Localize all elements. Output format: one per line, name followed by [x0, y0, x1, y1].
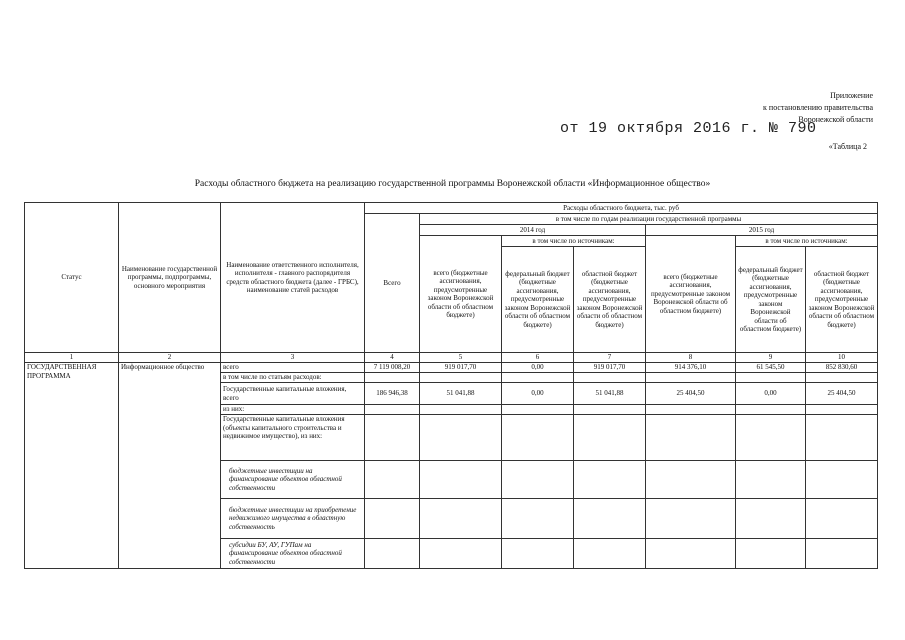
header-status: Статус [25, 203, 119, 353]
header-all-budget-2014: всего (бюджетные ассигнования, предусмотренные законом Воронежской области об областном бюджете) [420, 236, 502, 353]
header-federal-2015: федеральный бюджет (бюджетные ассигнования, предусмотренные законом Воронежской области об областном бюджете) [736, 247, 806, 353]
row-label: бюджетные инвестиции на приобретение недвижимого имущества в областную собственность [221, 499, 365, 539]
value-cell: 51 041,88 [420, 383, 502, 405]
header-regional-2014: областной бюджет (бюджетные ассигнования, предусмотренные законом Воронежской области об областном бюджете) [574, 247, 646, 353]
value-cell: 852 830,60 [806, 363, 878, 373]
table-number: «Таблица 2 [828, 142, 867, 151]
column-index: 3 [221, 353, 365, 363]
header-total: Всего [365, 214, 420, 353]
value-cell: 186 946,38 [365, 383, 420, 405]
value-cell: 919 017,70 [574, 363, 646, 373]
header-responsible: Наименование ответственного исполнителя, исполнителя - главного распорядителя средств областного бюджета (далее - ГРБС), наименование статей расходов [221, 203, 365, 353]
column-index: 2 [119, 353, 221, 363]
value-cell: 25 404,50 [646, 383, 736, 405]
column-index: 5 [420, 353, 502, 363]
header-sources-2015: в том числе по источникам: [736, 236, 878, 247]
column-index: 9 [736, 353, 806, 363]
value-cell: 0,00 [736, 383, 806, 405]
row-label: Государственные капитальные вложения, всего [221, 383, 365, 405]
column-index: 7 [574, 353, 646, 363]
status-cell: ГОСУДАРСТВЕННАЯ ПРОГРАММА [25, 363, 119, 569]
date-number-stamp: от 19 октября 2016 г. № 790 [560, 120, 817, 137]
header-year-2015: 2015 год [646, 225, 878, 236]
value-cell: 7 119 008,20 [365, 363, 420, 373]
row-label: бюджетные инвестиции на финансирование объектов областной собственности [221, 461, 365, 499]
document-title: Расходы областного бюджета на реализацию государственной программы Воронежской области «Информационное общество» [194, 179, 711, 189]
appendix-line: Приложение [830, 91, 873, 100]
appendix-line: к постановлению правительства [763, 103, 873, 112]
expenses-table [24, 202, 878, 569]
value-cell: 914 376,10 [646, 363, 736, 373]
header-federal-2014: федеральный бюджет (бюджетные ассигнования, предусмотренные законом Воронежской области об областном бюджете) [502, 247, 574, 353]
program-cell: Информационное общество [119, 363, 221, 569]
value-cell: 25 404,50 [806, 383, 878, 405]
row-label: всего [221, 363, 365, 373]
column-index: 10 [806, 353, 878, 363]
value-cell: 0,00 [502, 363, 574, 373]
value-cell: 919 017,70 [420, 363, 502, 373]
column-index: 8 [646, 353, 736, 363]
header-regional-2015: областной бюджет (бюджетные ассигнования, предусмотренные законом Воронежской области об областном бюджете) [806, 247, 878, 353]
row-label: субсидии БУ, АУ, ГУПам на финансирование объектов областной собственности [221, 539, 365, 569]
column-index: 4 [365, 353, 420, 363]
column-index: 1 [25, 353, 119, 363]
header-all-budget-2015: всего (бюджетные ассигнования, предусмотренные законом Воронежской области об областном бюджете) [646, 236, 736, 353]
header-program: Наименование государственной программы, подпрограммы, основного мероприятия [119, 203, 221, 353]
value-cell: 61 545,50 [736, 363, 806, 373]
header-year-2014: 2014 год [420, 225, 646, 236]
table-row [25, 363, 878, 373]
header-by-years: в том числе по годам реализации государственной программы [420, 214, 878, 225]
appendix-line: Воронежской области [798, 115, 873, 124]
row-label: Государственные капитальные вложения (объекты капитального строительства и недвижимое имущество), из них: [221, 415, 365, 461]
column-index: 6 [502, 353, 574, 363]
value-cell: 0,00 [502, 383, 574, 405]
value-cell: 51 041,88 [574, 383, 646, 405]
row-label: из них: [221, 405, 365, 415]
header-sources-2014: в том числе по источникам: [502, 236, 646, 247]
row-label: в том числе по статьям расходов: [221, 373, 365, 383]
header-expenses: Расходы областного бюджета, тыс. руб [365, 203, 878, 214]
